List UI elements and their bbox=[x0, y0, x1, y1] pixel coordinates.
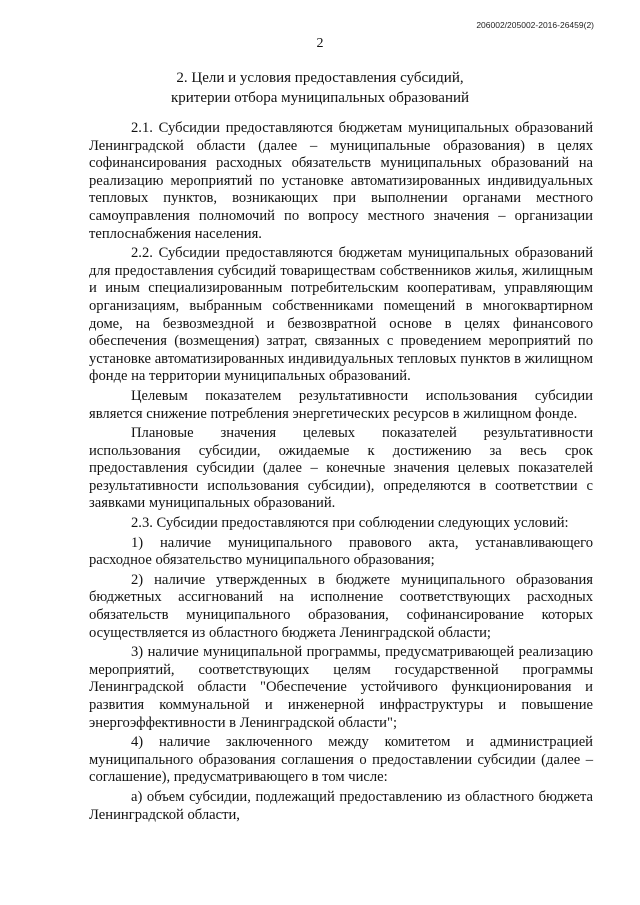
condition-subitem-a: а) объем субсидии, подлежащий предоставлению из областного бюджета Ленинградской области, bbox=[89, 788, 593, 823]
paragraph-2-3: 2.3. Субсидии предоставляются при соблюдении следующих условий: bbox=[131, 515, 569, 532]
paragraph-2-2: 2.2. Субсидии предоставляются бюджетам муниципальных образований для предоставления субсидий товариществам собственников жилья, жилищным и иным специализированным потребительским кооперативам, управляющим организациям, выбранным собственниками помещений в многоквартирном доме, на безвозмездной и безвозвратной основе в целях финансового обеспечения (возмещения) затрат, связанных с проведением мероприятий по установке автоматизированных индивидуальных тепловых пунктов в жилищном фонде на территории муниципальных образований. bbox=[89, 245, 593, 385]
paragraph-2-1: 2.1. Субсидии предоставляются бюджетам муниципальных образований Ленинградской области (далее – муниципальные образования) в целях софинансирования расходных обязательств муниципальных образований на реализацию мероприятий по установке автоматизированных индивидуальных тепловых пунктов, возникающих при выполнении органами местного самоуправления полномочий по вопросу местного значения – организации теплоснабжения населения. bbox=[89, 120, 593, 242]
section-title-line-1: 2. Цели и условия предоставления субсидий, bbox=[176, 70, 464, 86]
paragraph-target-indicator: Целевым показателем результативности использования субсидии является снижение потребления энергетических ресурсов в жилищном фонде. bbox=[89, 387, 593, 422]
document-body bbox=[89, 120, 593, 826]
condition-item-3: 3) наличие муниципальной программы, предусматривающей реализацию мероприятий, соответствующих целям государственной программы Ленинградской области "Обеспечение устойчивого функционирования и развития коммунальной и инженерной инфраструктуры и повышение энергоэффективности в Ленинградской области"; bbox=[89, 644, 593, 731]
condition-item-1: 1) наличие муниципального правового акта, устанавливающего расходное обязательство муниципального образования; bbox=[89, 534, 593, 569]
paragraph-planned-values: Плановые значения целевых показателей результативности использования субсидии, ожидаемые к достижению за весь срок предоставления субсидии (далее – конечные значения целевых показателей результативности использования субсидии), определяются в соответствии с заявками муниципальных образований. bbox=[89, 425, 593, 512]
condition-item-2: 2) наличие утвержденных в бюджете муниципального образования бюджетных ассигнований на исполнение соответствующих расходных обязательств муниципального образования, софинансирование которых осуществляется из областного бюджета Ленинградской области; bbox=[89, 571, 593, 641]
section-title-line-2: критерии отбора муниципальных образований bbox=[170, 90, 470, 106]
page-number: 2 bbox=[316, 36, 324, 51]
document-id: 206002/205002-2016-26459(2) bbox=[476, 20, 594, 30]
condition-item-4: 4) наличие заключенного между комитетом и администрацией муниципального образования соглашения о предоставлении субсидии (далее – соглашение), предусматривающего в том числе: bbox=[89, 734, 593, 786]
section-title bbox=[0, 68, 640, 108]
